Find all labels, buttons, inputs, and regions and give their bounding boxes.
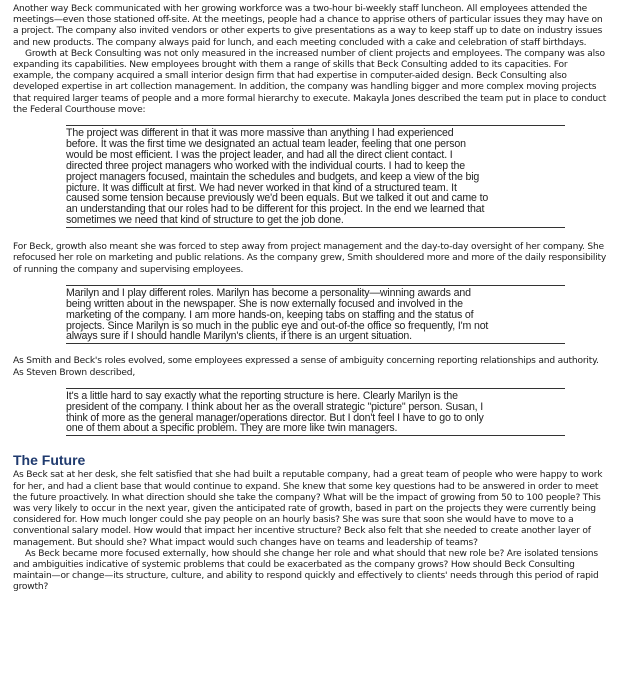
quote-line: before. It was the first time we designated an actual team leader, feeling that one person (66, 137, 466, 150)
paragraph-ambiguity: As Smith and Beck's roles evolved, some employees expressed a sense of ambiguity concerning reporting relationships and authority. As Steven Brown described, (13, 356, 599, 378)
paragraph-growth: Growth at Beck Consulting was not only measured in the increased number of client projects and employees. The company was also expanding its capabilities. New employees brought with them a range of skills that Beck Consulting added to its capacities. For example, the company acquired a small interior design firm that had expertise in computer-aided design. Beck Consulting also developed expertise in art collection management. In addition, the company was handling bigger and more complex moving projects that required larger teams of people and a more formal hierarchy to execute. Makayla Jones described the team put in place to conduct the Federal Courthouse move: (13, 48, 607, 115)
quote-line: always sure if I should handle Marilyn's clients, if there is an urgent situation. (66, 330, 412, 343)
quote-line: sometimes we need that kind of structure to get the job done. (66, 214, 344, 227)
quote-line: Marilyn and I play different roles. Marilyn has become a personality—winning awards and (66, 286, 471, 299)
quote-line: The project was different in that it was more massive than anything I had experienced (66, 127, 454, 140)
quote-line: caused some tension because previously we'd been equals. But we talked it out and came to (66, 192, 489, 205)
paragraph-beck-role: For Beck, growth also meant she was forced to step away from project management and the day-to-day oversight of her company. She refocused her role on marketing and public relations. As the company grew, Smith shouldered more and more of the daily responsibility of running the company and supervising employees. (13, 242, 607, 275)
quote-line: directed three project managers who worked with the individual courts. I had to keep the (66, 159, 466, 172)
paragraph-future-questions: As Beck sat at her desk, she felt satisfied that she had built a reputable company, had a great team of people who were happy to work for her, and had a client base that would continue to expand. She knew that some key questions had to be answered in order to meet the future proactively. In what direction should she take the company? What will be the impact of growing from 50 to 100 people? This was very likely to occur in the next year, given the anticipated rate of growth, based in part on the projects they were currently being considered for. How much longer could she pay people on an hourly basis? She was sure that soon she would have to move to a conventional salary model. How would that impact her incentive structure? Beck also felt that she needed to create another layer of management. But should she? What impact would such changes have on teams and leadership of teams? (13, 470, 603, 548)
quote-line: projects. Since Marilyn is so much in the public eye and out-of-the office so frequently, I'm not (66, 319, 489, 332)
quote-line: would be most efficient. I was the project leader, and had all the direct client contact. I (66, 148, 453, 161)
quote-line: one of them about a specific problem. They are more like twin managers. (66, 422, 398, 435)
quote-line: president of the company. I think about her as the overall strategic "picture" person. Susan, I (66, 400, 484, 413)
quote-line: picture. It was difficult at first. We had never worked in that kind of a structured team. It (66, 181, 457, 194)
quote-line: It's a little hard to say exactly what the reporting structure is here. Clearly Marilyn is the (66, 389, 458, 402)
quote-susan-smith (66, 285, 565, 345)
paragraph-future-role: As Beck became more focused externally, how should she change her role and what should that new role be? Are isolated tensions and ambiguities indicative of systemic problems that could be exacerbated as the company grows? How should Beck Consulting maintain—or change—its structure, culture, and ability to respond quickly and effectively to clients' needs through this period of rapid growth? (13, 548, 599, 593)
quote-line: project managers focused, maintain the schedules and budgets, and keep a view of the big (66, 170, 480, 183)
quote-line: marketing of the company. I am more hands-on, keeping tabs on staffing and the status of (66, 308, 474, 321)
paragraph-luncheon: Another way Beck communicated with her growing workforce was a two-hour bi-weekly staff luncheon. All employees attended the meetings—even those stationed off-site. At the meetings, people had a chance to apprise others of particular issues they may have on a project. The company also invited vendors or other experts to give presentations as a way to keep staff up to date on industry issues and new products. The company always paid for lunch, and each meeting concluded with a cake and celebration of staff birthdays. (13, 4, 603, 48)
section-heading-future: The Future (13, 452, 86, 469)
quote-line: being written about in the newspaper. She is now externally focused and involved in the (66, 297, 463, 310)
quote-line: an understanding that our roles had to be different for this project. In the end we learned that (66, 203, 485, 216)
quote-line: think of more as the general manager/operations director. But I don't feel I have to go to only (66, 411, 484, 424)
quote-steven-brown (66, 388, 565, 437)
quote-makayla-jones (66, 125, 565, 228)
